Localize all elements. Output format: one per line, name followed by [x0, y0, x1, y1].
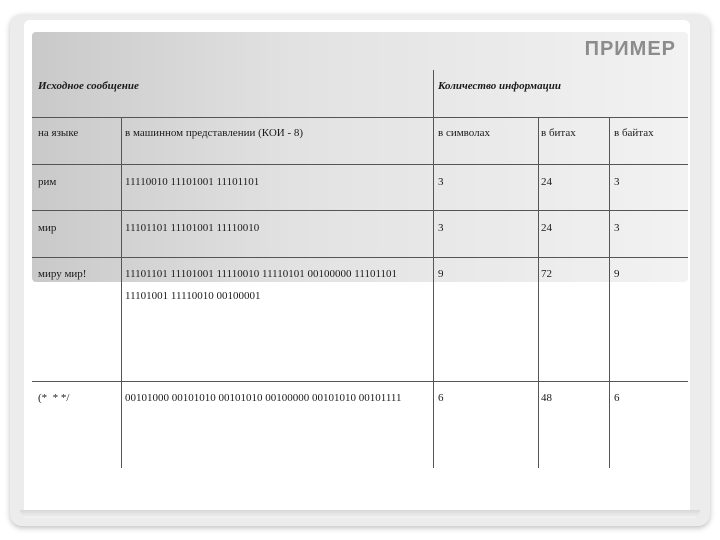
table-divider-code	[121, 117, 122, 468]
table-rule-row-3	[32, 257, 688, 258]
subheader-in-language: на языке	[38, 127, 79, 139]
row-2-word: мир	[38, 222, 57, 234]
slide-bottom-shade	[20, 510, 700, 518]
row-2-bytes: 3	[614, 222, 620, 234]
table-divider-info	[433, 70, 434, 468]
header-info-amount: Количество информации	[438, 80, 561, 92]
row-1-bits: 24	[541, 176, 552, 188]
row-4-bytes: 6	[614, 392, 620, 404]
row-4-code: 00101000 00101010 00101010 00100000 00101010 00101111	[125, 392, 402, 404]
header-source-message: Исходное сообщение	[38, 80, 139, 92]
row-1-word: рим	[38, 176, 57, 188]
row-4-bits: 48	[541, 392, 552, 404]
row-4-word: (* * */	[38, 392, 70, 404]
row-2-bits: 24	[541, 222, 552, 234]
row-2-code: 11101101 11101001 11110010	[125, 222, 260, 234]
row-3-bytes: 9	[614, 268, 620, 280]
row-3-bits: 72	[541, 268, 552, 280]
subheader-in-symbols: в символах	[438, 127, 491, 139]
table-rule-row-2	[32, 210, 688, 211]
table-divider-bytes	[609, 117, 610, 468]
table-rule-row-1	[32, 164, 688, 165]
row-4-symbols: 6	[438, 392, 444, 404]
row-1-bytes: 3	[614, 176, 620, 188]
header-band	[32, 32, 688, 282]
table-divider-bits	[538, 117, 539, 468]
table-rule-header	[32, 117, 688, 118]
row-3-word: миру мир!	[38, 268, 87, 280]
subheader-in-bytes: в байтах	[614, 127, 654, 139]
row-3-symbols: 9	[438, 268, 444, 280]
row-3-code: 11101101 11101001 11110010 11110101 00100000 11101101 11101001 11110010 00100001	[125, 268, 398, 302]
slide-title: ПРИМЕР	[584, 38, 676, 60]
subheader-machine-repr: в машинном представлении (КОИ - 8)	[125, 127, 304, 139]
subheader-in-bits: в битах	[541, 127, 576, 139]
table-rule-row-4	[32, 381, 688, 382]
row-2-symbols: 3	[438, 222, 444, 234]
row-1-code: 11110010 11101001 11101101	[125, 176, 260, 188]
row-1-symbols: 3	[438, 176, 444, 188]
